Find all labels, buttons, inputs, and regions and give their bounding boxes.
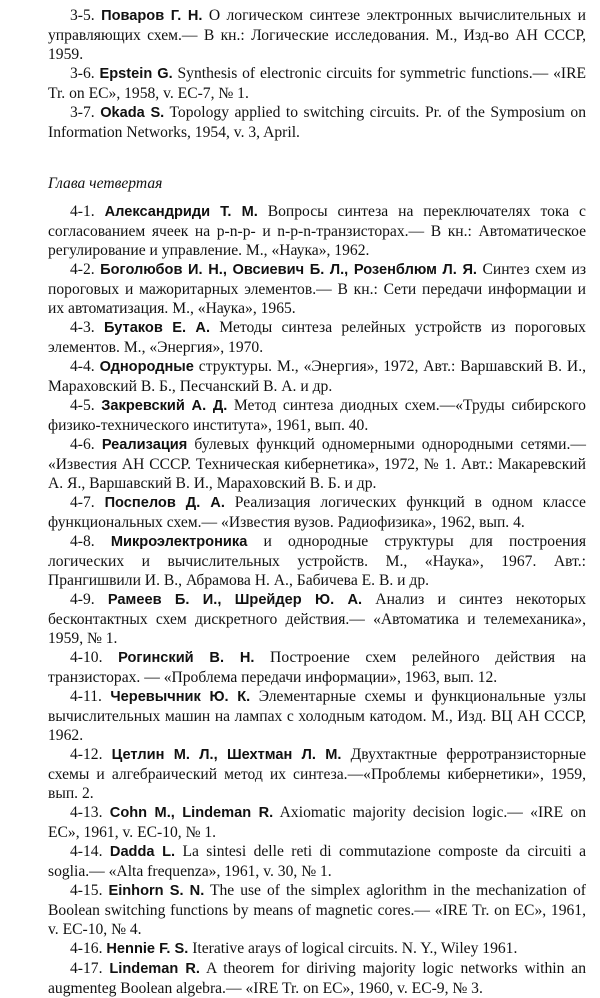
- reference-number: 4-11.: [70, 688, 102, 705]
- reference-number: 3-7.: [70, 104, 95, 121]
- references-chapter-4: [48, 202, 586, 998]
- reference-author: Реализация: [101, 437, 188, 453]
- reference-entry: [48, 6, 586, 64]
- reference-text: Анализ и синтез некоторых бесконтактных схем дискретного действия.— «Автоматика и телемеханика», 1959, № 1.: [48, 591, 586, 647]
- reference-entry: [48, 260, 586, 318]
- reference-author: Поваров Г. Н.: [101, 8, 203, 24]
- reference-entry: [48, 202, 586, 260]
- reference-entry: [48, 493, 586, 532]
- reference-author: Однородные: [99, 359, 194, 375]
- reference-author: Okada S.: [100, 105, 165, 121]
- reference-entry: [48, 842, 586, 881]
- reference-entry: [48, 959, 586, 998]
- reference-text: О логическом синтезе электронных вычислительных и управляющих схем.— В кн.: Логические исследования. М., Изд-во АН СССР, 1959.: [48, 7, 586, 63]
- reference-text: булевых функций одномерными однородными сетями.— «Известия АН СССР. Техническая кибернетика», 1972, № 1. Авт.: Макаревский А. Я., Варшавский В. И., Мараховский В. Б. и др.: [48, 436, 586, 492]
- chapter-heading: Глава четвертая: [48, 175, 163, 192]
- reference-text: Synthesis of electronic circuits for symmetric functions.— «IRE Tr. on EC», 1958, v. EC-7, № 1.: [48, 65, 586, 102]
- reference-author: Рамеев Б. И., Шрейдер Ю. А.: [107, 592, 363, 608]
- reference-entry: [48, 687, 586, 745]
- reference-author: Черевычник Ю. К.: [110, 689, 251, 705]
- reference-number: 4-8.: [70, 533, 95, 550]
- reference-text: Синтез схем из пороговых и мажоритарных элементов.— В кн.: Сети передачи информации и их автоматизация. М., «Наука», 1965.: [48, 261, 586, 317]
- reference-entry: [48, 103, 586, 142]
- reference-number: 3-6.: [70, 65, 95, 82]
- reference-text: Topology applied to switching circuits. Pr. of the Symposium on Information Networks, 1954, v. 3, April.: [48, 104, 586, 141]
- reference-author: Микроэлектроника: [110, 534, 248, 550]
- reference-number: 4-5.: [70, 397, 95, 414]
- reference-entry: [48, 881, 586, 939]
- reference-entry: [48, 357, 586, 396]
- reference-entry: [48, 939, 586, 959]
- reference-author: Рогинский В. Н.: [118, 650, 255, 666]
- reference-number: 4-17.: [70, 960, 103, 977]
- reference-number: 4-14.: [70, 843, 103, 860]
- reference-text: A theorem for diriving majority logic networks within an augmenteg Boolean algebra.— «IRE Tr. on EC», 1960, v. EC-9, № 3.: [48, 960, 586, 997]
- reference-text: Двухтактные ферротранзисторные схемы и алгебраический метод их синтеза.—«Проблемы кибернетики», 1959, вып. 2.: [48, 746, 586, 802]
- reference-text: Метод синтеза диодных схем.—«Труды сибирского физико-технического института», 1961, вып. 40.: [48, 397, 586, 434]
- reference-text: структуры. М., «Энергия», 1972, Авт.: Варшавский В. И., Мараховский В. Б., Песчанский В. А. и др.: [48, 358, 586, 395]
- reference-text: Axiomatic majority decision logic.— «IRE on EC», 1961, v. EC-10, № 1.: [48, 804, 586, 841]
- reference-number: 4-4.: [70, 358, 95, 375]
- reference-number: 4-1.: [70, 203, 95, 220]
- reference-entry: [48, 532, 586, 590]
- reference-text: Вопросы синтеза на переключателях тока с согласованием ячеек на p-n-p- и n-p-n-транзисторах.— В кн.: Автоматическое регулирование и управление. М., «Наука», 1962.: [48, 203, 586, 259]
- reference-author: Epstein G.: [99, 66, 173, 82]
- reference-entry: [48, 648, 586, 687]
- reference-entry: [48, 64, 586, 103]
- reference-author: Александриди Т. М.: [104, 204, 258, 220]
- reference-text: La sintesi delle reti di commutazione composte da circuiti a soglia.— «Alta frequenza», 1961, v. 30, № 1.: [48, 843, 587, 880]
- reference-entry: [48, 745, 586, 803]
- reference-number: 4-2.: [70, 261, 95, 278]
- references-chapter-3: [48, 6, 586, 142]
- reference-number: 4-10.: [70, 649, 103, 666]
- reference-author: Einhorn S. N.: [108, 883, 205, 899]
- reference-entry: [48, 590, 586, 648]
- reference-author: Lindeman R.: [109, 961, 200, 977]
- reference-text: Построение схем релейного действия на транзисторах. — «Проблема передачи информации», 1963, вып. 12.: [48, 649, 587, 686]
- reference-entry: [48, 318, 586, 357]
- reference-number: 4-13.: [70, 804, 103, 821]
- reference-text: The use of the simplex aglorithm in the mechanization of Boolean switching functions by means of magnetic cores.— «IRE Tr. on EC», 1961, v. EC-10, № 4.: [48, 882, 586, 938]
- reference-number: 4-9.: [70, 591, 95, 608]
- reference-text: Методы синтеза релейных устройств из пороговых элементов. М., «Энергия», 1970.: [48, 319, 586, 356]
- reference-text: и однородные структуры для построения логических и вычислительных устройств. М., «Наука», 1967. Авт.: Прангишвили И. В., Абрамова Н. А., Бабичева Е. В. и др.: [48, 533, 586, 589]
- reference-author: Закревский А. Д.: [101, 398, 228, 414]
- reference-author: Бутаков Е. А.: [103, 320, 211, 336]
- reference-number: 4-3.: [70, 319, 95, 336]
- reference-author: Cohn M., Lindeman R.: [109, 805, 274, 821]
- reference-author: Поспелов Д. А.: [104, 495, 225, 511]
- reference-entry: [48, 435, 586, 493]
- reference-entry: [48, 396, 586, 435]
- reference-text: Iterative arays of logical circuits. N. Y., Wiley 1961.: [188, 940, 518, 957]
- reference-number: 4-12.: [70, 746, 103, 763]
- reference-author: Боголюбов И. Н., Овсиевич Б. Л., Розенблюм Л. Я.: [100, 262, 477, 278]
- reference-author: Dadda L.: [109, 844, 176, 860]
- reference-number: 3-5.: [70, 7, 95, 24]
- reference-author: Цетлин М. Л., Шехтман Л. М.: [111, 747, 342, 763]
- reference-entry: [48, 803, 586, 842]
- reference-author: Hennie F. S.: [106, 941, 189, 957]
- reference-number: 4-6.: [70, 436, 95, 453]
- reference-text: Реализация логических функций в одном классе функциональных схем.— «Известия вузов. Радиофизика», 1962, вып. 4.: [48, 494, 586, 531]
- reference-text: Элементарные схемы и функциональные узлы вычислительных машин на лампах с холодным катодом. М., Изд. ВЦ АН СССР, 1962.: [48, 688, 586, 744]
- reference-number: 4-7.: [70, 494, 95, 511]
- reference-number: 4-15.: [70, 882, 103, 899]
- reference-number: 4-16.: [70, 940, 103, 957]
